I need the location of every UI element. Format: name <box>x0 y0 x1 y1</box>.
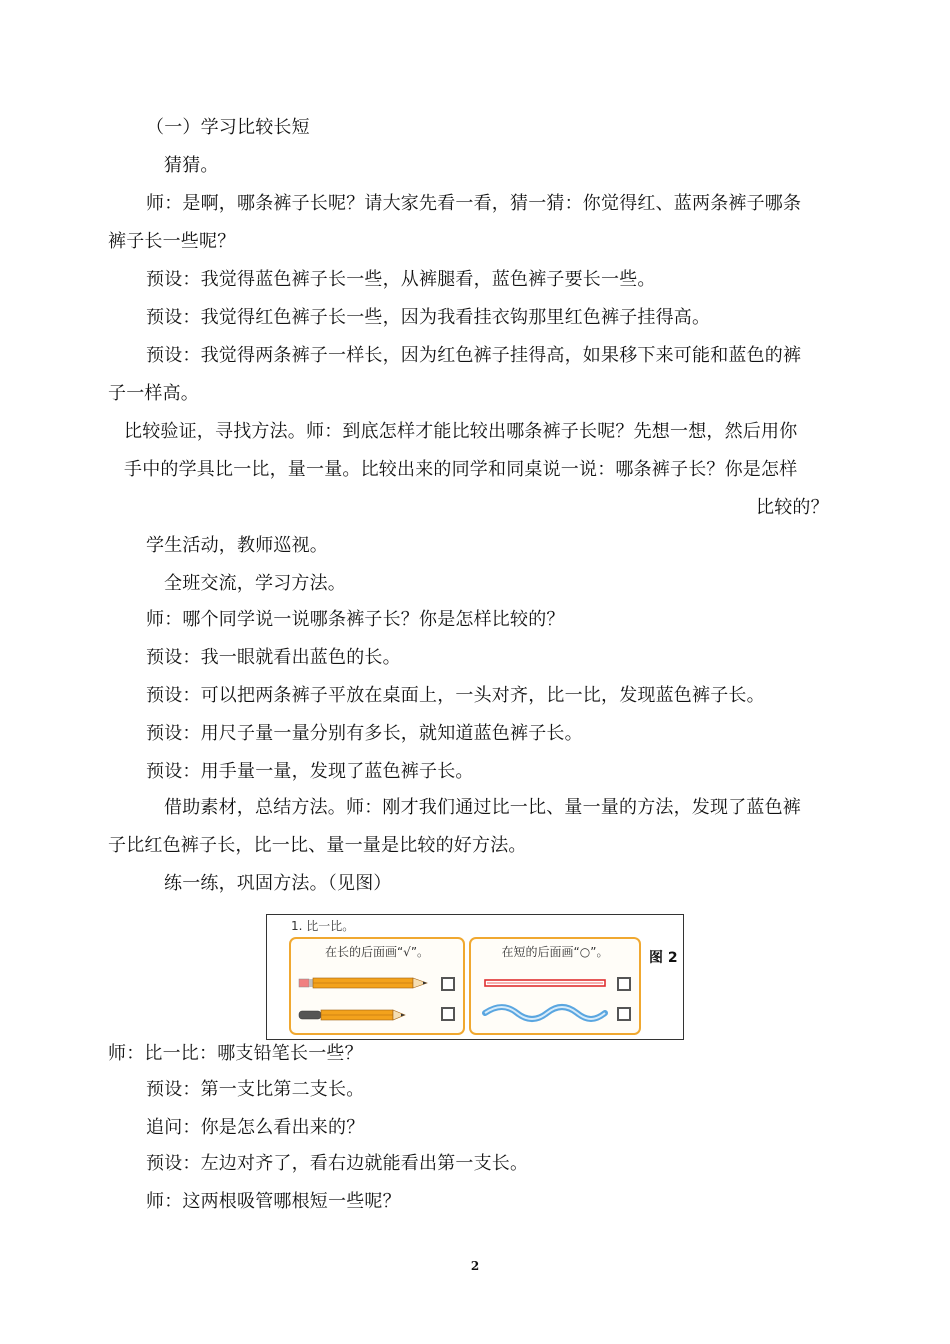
paragraph-line: 师：哪个同学说一说哪条裤子长？你是怎样比较的？ <box>146 609 565 630</box>
page-number: 2 <box>470 1259 480 1273</box>
short-panel-title: 在短的后面画“○”。 <box>501 945 609 959</box>
section-title: （一）学习比较长短 <box>146 117 310 138</box>
paragraph-line: 预设：可以把两条裤子平放在桌面上，一头对齐，比一比，发现蓝色裤子长。 <box>146 685 765 706</box>
paragraph-line: 师：比一比：哪支铅笔长一些？ <box>108 1043 363 1064</box>
paragraph-line: 预设：我觉得两条裤子一样长，因为红色裤子挂得高，如果移下来可能和蓝色的裤 <box>146 345 802 366</box>
straw-red-icon <box>485 979 605 987</box>
paragraph-line: 师：是啊，哪条裤子长呢？请大家先看一看，猜一猜：你觉得红、蓝两条裤子哪条 <box>146 193 802 214</box>
paragraph-line: 猜猜。 <box>164 155 219 176</box>
paragraph-line: 比较验证，寻找方法。师：到底怎样才能比较出哪条裤子长呢？先想一想，然后用你 <box>124 421 798 442</box>
short-panel <box>469 937 641 1035</box>
paragraph-line: 预设：我一眼就看出蓝色的长。 <box>146 647 401 668</box>
answer-checkbox[interactable] <box>441 977 455 991</box>
paragraph-line: 预设：左边对齐了，看右边就能看出第一支长。 <box>146 1153 529 1174</box>
straw-blue-icon <box>483 1003 607 1023</box>
paragraph-line: 预设：用手量一量，发现了蓝色裤子长。 <box>146 761 474 782</box>
paragraph-line: 手中的学具比一比，量一量。比较出来的同学和同桌说一说：哪条裤子长？你是怎样 <box>124 459 798 480</box>
answer-checkbox[interactable] <box>617 977 631 991</box>
paragraph-line: 学生活动，教师巡视。 <box>146 535 328 556</box>
paragraph-line: 子比红色裤子长，比一比、量一量是比较的好方法。 <box>108 835 527 856</box>
paragraph-line: 预设：我觉得红色裤子长一些，因为我看挂衣钩那里红色裤子挂得高。 <box>146 307 711 328</box>
pencil-long-icon <box>299 976 431 990</box>
paragraph-line: 全班交流，学习方法。 <box>164 573 346 594</box>
paragraph-line: 练一练，巩固方法。（见图） <box>164 873 392 894</box>
figure-heading: 1. 比一比。 <box>291 919 355 933</box>
paragraph-line: 裤子长一些呢？ <box>108 231 236 252</box>
paragraph-line: 预设：我觉得蓝色裤子长一些，从裤腿看，蓝色裤子要长一些。 <box>146 269 656 290</box>
pencil-short-icon <box>299 1008 407 1022</box>
answer-checkbox[interactable] <box>617 1007 631 1021</box>
paragraph-line: 预设：第一支比第二支长。 <box>146 1079 365 1100</box>
paragraph-line: 子一样高。 <box>108 383 199 404</box>
paragraph-line: 师：这两根吸管哪根短一些呢？ <box>146 1191 401 1212</box>
long-panel-title: 在长的后面画“√”。 <box>324 945 430 959</box>
long-panel <box>289 937 465 1035</box>
paragraph-line: 预设：用尺子量一量分别有多长，就知道蓝色裤子长。 <box>146 723 583 744</box>
figure-label: 图 2 <box>649 950 678 966</box>
paragraph-line: 追问：你是怎么看出来的？ <box>146 1117 365 1138</box>
exercise-figure <box>266 914 684 1040</box>
paragraph-line: 比较的？ <box>756 497 829 518</box>
paragraph-line: 借助素材，总结方法。师：刚才我们通过比一比、量一量的方法，发现了蓝色裤 <box>164 797 801 818</box>
answer-checkbox[interactable] <box>441 1007 455 1021</box>
